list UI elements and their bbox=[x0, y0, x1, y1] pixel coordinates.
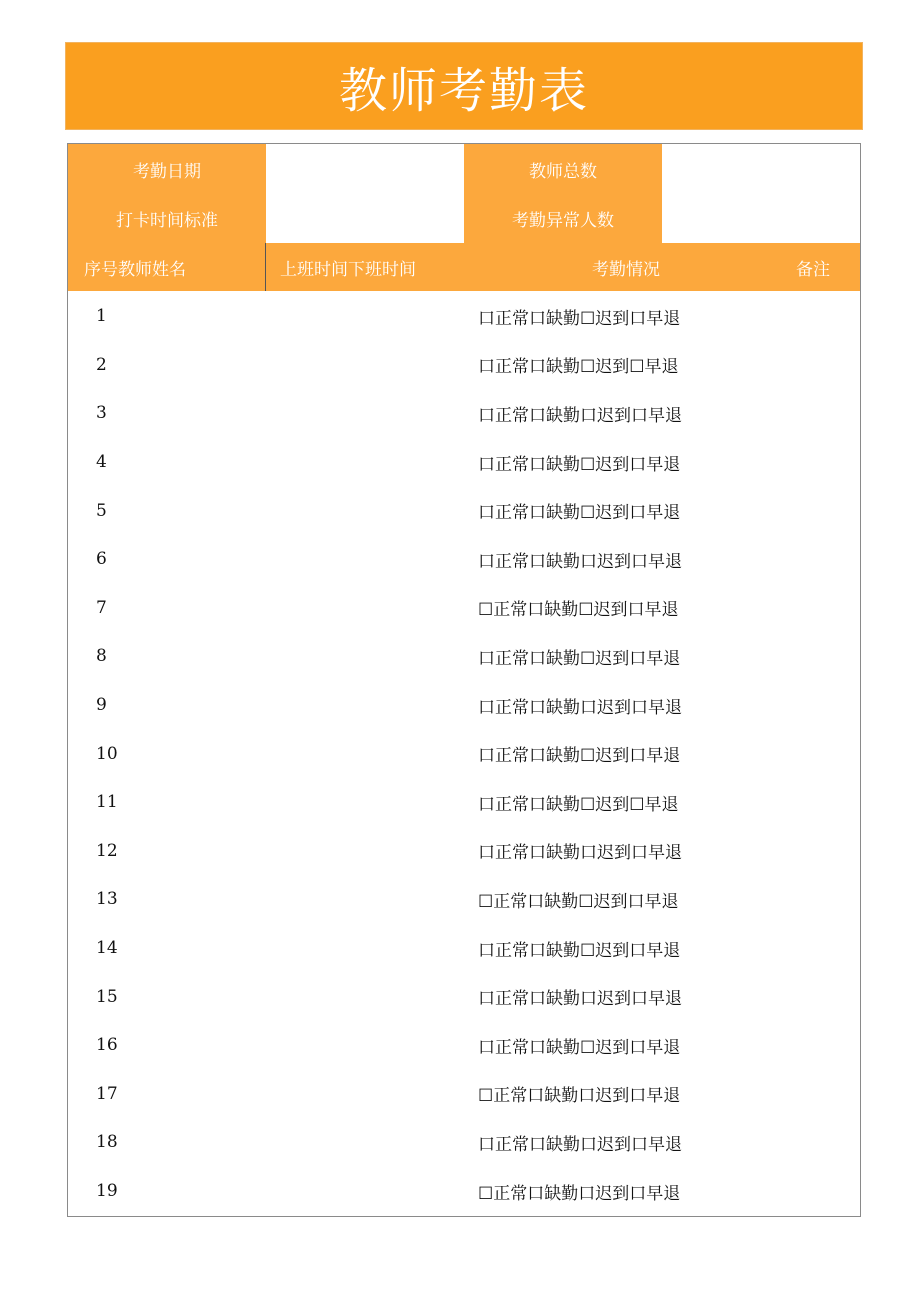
attendance-options[interactable]: 口正常口缺勤口迟到口早退 bbox=[478, 989, 682, 1010]
attendance-options[interactable]: 口正常口缺勤口迟到口早退 bbox=[478, 1134, 682, 1155]
attendance-options[interactable]: 口正常口缺勤口迟到口早退 bbox=[478, 697, 682, 718]
row-number: 14 bbox=[96, 938, 118, 959]
row-number: 17 bbox=[96, 1083, 118, 1104]
attendance-options[interactable]: 口正常口缺勤口迟到口早退 bbox=[478, 405, 682, 426]
table-row bbox=[68, 632, 860, 681]
row-number: 10 bbox=[96, 743, 118, 764]
table-row bbox=[68, 486, 860, 535]
date-value[interactable] bbox=[266, 144, 464, 194]
attendance-options[interactable]: 口正常口缺勤☐迟到口早退 bbox=[478, 503, 681, 524]
attendance-options[interactable]: 口正常口缺勤☐迟到☐早退 bbox=[478, 794, 679, 815]
row-number: 5 bbox=[96, 500, 107, 521]
table-row bbox=[68, 1118, 860, 1167]
header-attendance: 考勤情况 bbox=[592, 259, 660, 280]
row-number: 13 bbox=[96, 889, 118, 910]
attendance-options[interactable]: 口正常口缺勤☐迟到口早退 bbox=[478, 746, 681, 767]
row-number: 11 bbox=[96, 792, 118, 813]
header-remarks: 备注 bbox=[662, 243, 860, 291]
row-number: 16 bbox=[96, 1035, 118, 1056]
page-title: 教师考勤表 bbox=[338, 62, 589, 119]
attendance-options[interactable]: 口正常口缺勤☐迟到口早退 bbox=[478, 648, 681, 669]
abnormal-count-label: 考勤异常人数 bbox=[464, 194, 662, 243]
attendance-options[interactable]: ☐正常口缺勤口迟到口早退 bbox=[478, 1183, 681, 1204]
row-number: 15 bbox=[96, 986, 118, 1007]
table-row bbox=[68, 924, 860, 973]
attendance-options[interactable]: 口正常口缺勤☐迟到口早退 bbox=[478, 940, 681, 961]
row-number: 6 bbox=[96, 549, 107, 570]
attendance-options[interactable]: 口正常口缺勤口迟到口早退 bbox=[478, 843, 682, 864]
attendance-options[interactable]: 口正常口缺勤☐迟到☐早退 bbox=[478, 357, 679, 378]
attendance-options[interactable]: ☐正常口缺勤口迟到口早退 bbox=[478, 1086, 681, 1107]
row-number: 1 bbox=[96, 306, 107, 327]
table-row bbox=[68, 438, 860, 487]
table-row bbox=[68, 1070, 860, 1119]
title-banner bbox=[65, 42, 863, 130]
row-number: 12 bbox=[96, 840, 118, 861]
row-number: 9 bbox=[96, 695, 107, 716]
clock-standard-label: 打卡时间标准 bbox=[68, 194, 266, 243]
row-number: 2 bbox=[96, 354, 107, 375]
date-label: 考勤日期 bbox=[68, 144, 266, 194]
table-row bbox=[68, 535, 860, 584]
table-row bbox=[68, 875, 860, 924]
table-row bbox=[68, 778, 860, 827]
table-row bbox=[68, 681, 860, 730]
table-row bbox=[68, 729, 860, 778]
row-number: 7 bbox=[96, 597, 107, 618]
attendance-options[interactable]: 口正常口缺勤☐迟到口早退 bbox=[478, 454, 681, 475]
table-row bbox=[68, 389, 860, 438]
attendance-options[interactable]: ☐正常口缺勤☐迟到口早退 bbox=[478, 600, 679, 621]
table-row bbox=[68, 972, 860, 1021]
table-row bbox=[68, 827, 860, 876]
row-number: 4 bbox=[96, 452, 107, 473]
table-row bbox=[68, 1167, 860, 1216]
clock-standard-value[interactable] bbox=[266, 194, 464, 243]
table-row bbox=[68, 1021, 860, 1070]
header-times: 上班时间下班时间 bbox=[266, 243, 662, 291]
table-row bbox=[68, 584, 860, 633]
row-number: 8 bbox=[96, 646, 107, 667]
attendance-options[interactable]: 口正常口缺勤☐迟到口早退 bbox=[478, 308, 681, 329]
row-number: 19 bbox=[96, 1181, 118, 1202]
attendance-options[interactable]: ☐正常口缺勤☐迟到口早退 bbox=[478, 891, 679, 912]
attendance-options[interactable]: 口正常口缺勤☐迟到口早退 bbox=[478, 1037, 681, 1058]
header-seq-name: 序号教师姓名 bbox=[68, 243, 266, 291]
total-teachers-label: 教师总数 bbox=[464, 144, 662, 194]
table-row bbox=[68, 292, 860, 341]
abnormal-count-value[interactable] bbox=[662, 194, 860, 243]
attendance-sheet bbox=[67, 143, 861, 1217]
row-number: 18 bbox=[96, 1132, 118, 1153]
row-number: 3 bbox=[96, 403, 107, 424]
attendance-options[interactable]: 口正常口缺勤口迟到口早退 bbox=[478, 551, 682, 572]
total-teachers-value[interactable] bbox=[662, 144, 860, 194]
table-row bbox=[68, 341, 860, 390]
header-divider bbox=[265, 243, 266, 291]
